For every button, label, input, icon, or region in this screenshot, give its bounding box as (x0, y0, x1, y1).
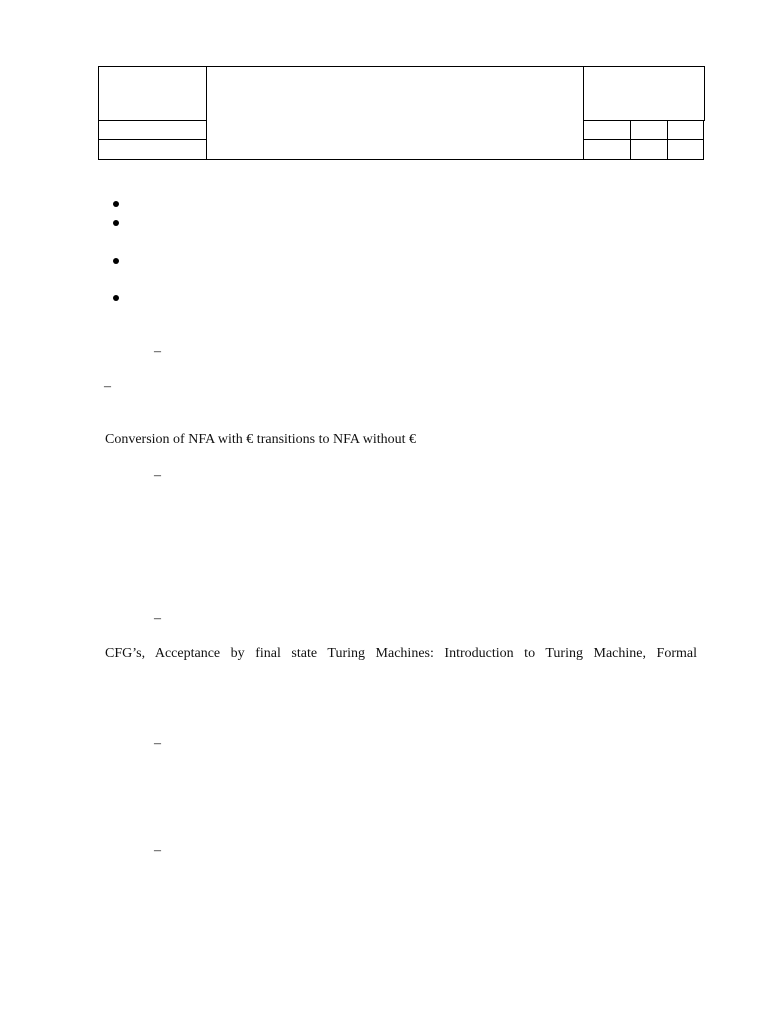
dash-4: – (154, 611, 161, 626)
cfg-text: CFG’s, Acceptance by final state Turing Machines: Introduction to Turing Machine, Formal (105, 646, 697, 661)
bullet-3 (113, 258, 119, 264)
dash-2: – (104, 379, 111, 394)
dash-6: – (154, 843, 161, 858)
dash-5: – (154, 736, 161, 751)
bullet-2 (113, 220, 119, 226)
bullet-4 (113, 295, 119, 301)
dash-3: – (154, 468, 161, 483)
bullet-1 (113, 201, 119, 207)
dash-1: – (154, 344, 161, 359)
conversion-text: Conversion of NFA with € transitions to NFA without € (105, 432, 416, 447)
